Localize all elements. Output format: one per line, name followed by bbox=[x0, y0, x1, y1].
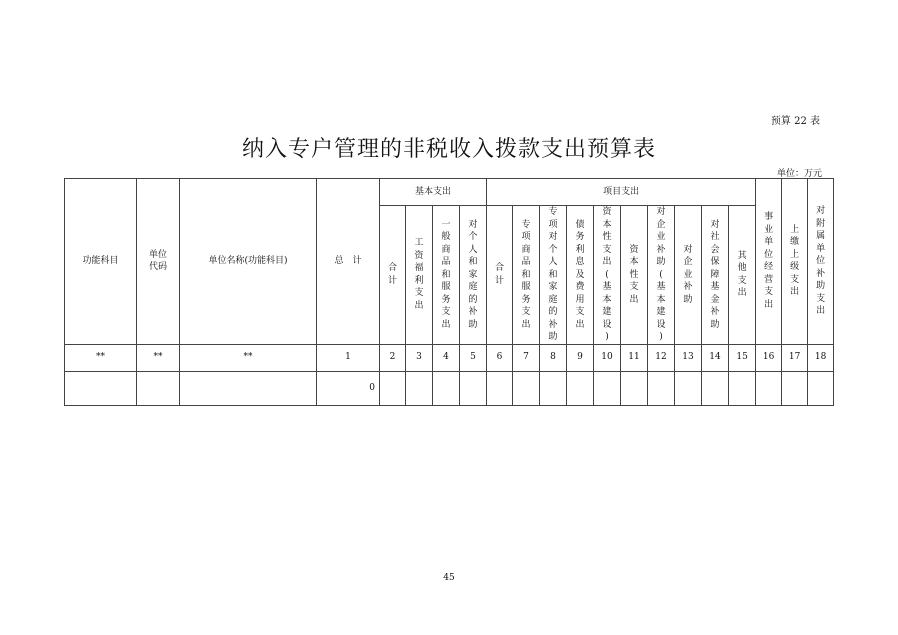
number-cell: 6 bbox=[487, 344, 513, 371]
header-other-2: 对附属单位补助支出 bbox=[808, 179, 834, 345]
number-cell: 3 bbox=[406, 344, 433, 371]
header-project-2: 专项对个人和家庭的补助 bbox=[540, 206, 567, 345]
cell bbox=[702, 371, 729, 405]
page-number: 45 bbox=[443, 573, 455, 583]
number-cell: 1 bbox=[317, 344, 380, 371]
number-row bbox=[65, 344, 834, 371]
cell bbox=[621, 371, 648, 405]
header-other-1: 上缴上级支出 bbox=[782, 179, 808, 345]
header-project-group: 项目支出 bbox=[487, 179, 756, 206]
cell bbox=[460, 371, 487, 405]
cell bbox=[567, 371, 594, 405]
header-basic-group: 基本支出 bbox=[380, 179, 487, 206]
header-project-0: 合计 bbox=[487, 206, 513, 345]
header-basic-1: 工资福利支出 bbox=[406, 206, 433, 345]
header-unit-name: 单位名称(功能科目) bbox=[180, 179, 317, 345]
cell-total: 0 bbox=[317, 371, 380, 405]
header-project-9: 其他支出 bbox=[729, 206, 756, 345]
number-cell: 11 bbox=[621, 344, 648, 371]
header-project-1: 专项商品和服务支出 bbox=[513, 206, 540, 345]
cell bbox=[406, 371, 433, 405]
header-basic-0: 合计 bbox=[380, 206, 406, 345]
header-unit-code: 单位代码 bbox=[137, 179, 180, 345]
number-cell: 2 bbox=[380, 344, 406, 371]
cell bbox=[513, 371, 540, 405]
cell bbox=[729, 371, 756, 405]
number-cell: ** bbox=[65, 344, 137, 371]
table-row bbox=[65, 371, 834, 405]
number-cell: 5 bbox=[460, 344, 487, 371]
header-func-subject: 功能科目 bbox=[65, 179, 137, 345]
cell bbox=[433, 371, 460, 405]
number-cell: ** bbox=[137, 344, 180, 371]
cell-unit-name bbox=[180, 371, 317, 405]
cell bbox=[487, 371, 513, 405]
cell bbox=[540, 371, 567, 405]
header-project-8: 对社会保障基金补助 bbox=[702, 206, 729, 345]
header-project-7: 对企业补助 bbox=[675, 206, 702, 345]
number-cell: ** bbox=[180, 344, 317, 371]
budget-table bbox=[64, 178, 834, 406]
number-cell: 18 bbox=[808, 344, 834, 371]
header-total: 总 计 bbox=[317, 179, 380, 345]
cell bbox=[808, 371, 834, 405]
header-project-3: 债务利息及费用支出 bbox=[567, 206, 594, 345]
page-title: 纳入专户管理的非税收入拨款支出预算表 bbox=[241, 137, 656, 162]
number-cell: 16 bbox=[756, 344, 782, 371]
cell bbox=[380, 371, 406, 405]
number-cell: 4 bbox=[433, 344, 460, 371]
cell bbox=[648, 371, 675, 405]
number-cell: 15 bbox=[729, 344, 756, 371]
number-cell: 12 bbox=[648, 344, 675, 371]
header-project-5: 资本性支出 bbox=[621, 206, 648, 345]
header-basic-3: 对个人和家庭的补助 bbox=[460, 206, 487, 345]
header-project-6: 对企业补助(基本建设) bbox=[648, 206, 675, 345]
number-cell: 13 bbox=[675, 344, 702, 371]
header-other-0: 事业单位经营支出 bbox=[756, 179, 782, 345]
number-cell: 9 bbox=[567, 344, 594, 371]
number-cell: 7 bbox=[513, 344, 540, 371]
cell bbox=[675, 371, 702, 405]
header-row-groups bbox=[65, 179, 834, 206]
number-cell: 14 bbox=[702, 344, 729, 371]
table-number: 预算 22 表 bbox=[770, 116, 820, 127]
unit-label: 单位：万元 bbox=[776, 169, 822, 179]
cell-func-subject bbox=[65, 371, 137, 405]
header-basic-2: 一般商品和服务支出 bbox=[433, 206, 460, 345]
number-cell: 10 bbox=[594, 344, 621, 371]
cell bbox=[594, 371, 621, 405]
header-project-4: 资本性支出(基本建设) bbox=[594, 206, 621, 345]
cell bbox=[782, 371, 808, 405]
cell bbox=[756, 371, 782, 405]
number-cell: 8 bbox=[540, 344, 567, 371]
cell-unit-code bbox=[137, 371, 180, 405]
number-cell: 17 bbox=[782, 344, 808, 371]
